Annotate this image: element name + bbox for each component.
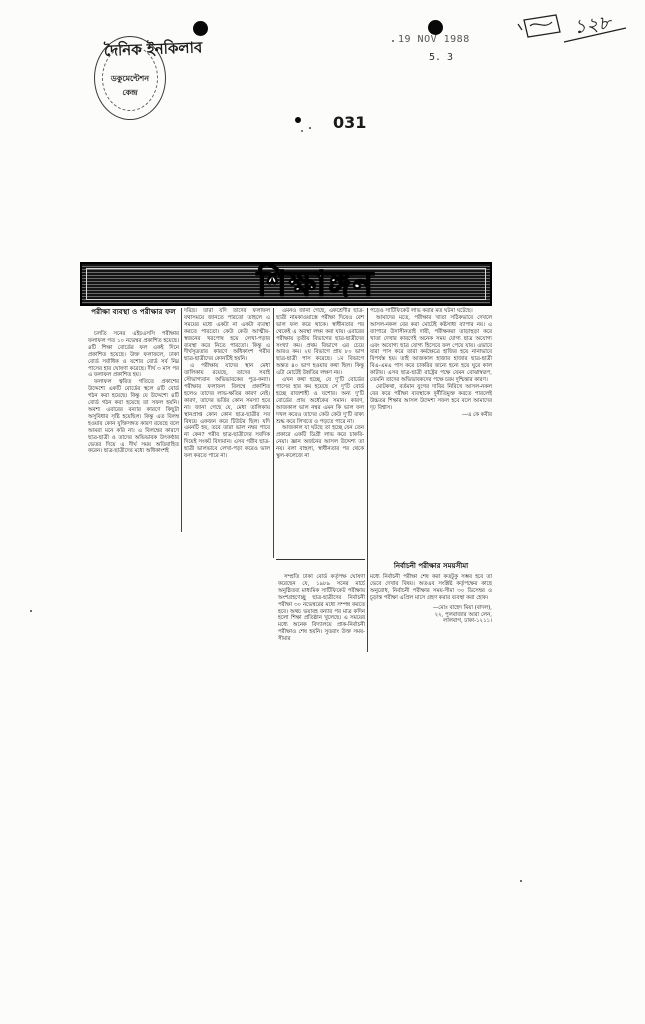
punch-hole-left <box>193 21 208 36</box>
article2-column-1 <box>278 574 365 643</box>
article1-signature: —এ কে কবীর <box>461 411 492 418</box>
letter-writer-address-line1: ২২, পুলবাজার আরা লেন, <box>434 611 492 618</box>
paragraph: আমাদের মতে, পরীক্ষার খাতা সঠিকভাবে দেখলে আসল-নকল বের করা মোটেই কষ্টসাধ্য ব্যাপার নয়। এ ব্যাপারে উদাসীনতাই দায়ী, পরীক্ষকরা তাড়াহুড়া করে খাতা দেখার কারণেই অনেক সময় যোগ্য ছাত্র অযোগ্য এবং অযোগ্য ছাত্র যোগ্য হিসেবে ফল পেয়ে যায়। এভাবে যারা পাস করে তারা কর্মক্ষেত্রে হাজির হয়ে নানাভাবে বিপর্যস্ত হয়। তাই আজকাল হাজার হাজার ছাত্র-ছাত্রী বিএ-এমএ পাস করে চাকরির জন্যে হন্যে হয়ে ঘুরে কাল কাটায়। এসব ছাত্র-ছাত্রী রাষ্ট্রের পক্ষে যেমন বোঝাস্বরূপ, তেমনি তাদের অভিভাবকদের পক্ষে চরম দুশ্চিন্তার কারণ। <box>370 314 492 384</box>
article-separator-rule <box>276 559 365 560</box>
paragraph: আজকাল যা ঘটছে তা হচ্ছে যেন তেন প্রকারে একটি ডিগ্রী লাভ করে চাকরি-নেয়া। জ্ঞান অর্জনের আসল উদ্দেশ্য তা নয়। বলা বাহুল্য, স্বাধীনতার পর থেকে স্কুল-কলেজে না <box>276 425 364 460</box>
stamp-text-line2: কেন্দ্র <box>122 88 138 97</box>
paragraph: এ পরীক্ষায় যাদের স্থান মেধা তালিকায় রয়েছে, তাদের সবাই সৌভাগ্যবান অভিভাবকের পুত্র-কন্যা। পরীক্ষার ফলাফল বিলম্বে প্রকাশিত হলেও তাদের লাভ-ক্ষতির কারণ নেই। কারণ, তাদের ভর্তির কোন সমস্যা হবে না। জানা গেছে যে, মেধা তালিকায় স্থানপ্রাপ্ত কোন কোন ছাত্র-ছাত্রীর সব বিষয়ে একজন করে টিউটর ছিল। যদি এমনটি হয়, তবে তারা ভাল নম্বর পাবে না কেন? গরীব ছাত্র-ছাত্রীদের সবদিক দিয়েই সংকট বিদ্যমান। এসব গরীব ছাত্র-ছাত্রী ভালভাবে লেখা-পড়া করেও ভাল ফল করতে পারে না। <box>184 363 270 460</box>
paragraph: পড়েও সার্টিফিকেট লাভ করার মত ঘটনা ঘটেছে। <box>370 308 473 314</box>
letter-writer-address-line2: লালবাগ, ঢাকা-১২১১। <box>443 618 492 625</box>
paragraph: এমনও জানা গেছে, একশ্রেণীর ছাত্র-ছাত্রী নামকাওয়াস্তে পরীক্ষা দিয়েও বেশ ভাল ফল করে থাকে। স্বাধীনতার পর থেকেই এ অবস্থা লক্ষ্য করা যায়। এবারের পরীক্ষায় তৃতীয় বিভাগের ছাত্র-ছাত্রীদের সংখ্যা কম। প্রথম বিভাগে এর চেয়ে আরও কম। ২য় বিভাগে প্রায় ৮০ ভাগ ছাত্র-ছাত্রী পাস করেছে। ১ম বিভাগে অন্তত ৪০ ভাগ হওয়ার কথা ছিল। কিন্তু এটা মোটেই উন্নতির লক্ষণ নয়। <box>276 308 364 377</box>
stamp-text-line1: ডকুমেন্টেশন <box>110 74 150 83</box>
column-rule <box>273 308 274 558</box>
article2-heading: নির্বাচনী পরীক্ষার সময়সীমা <box>393 562 469 570</box>
article1-column-3 <box>276 308 364 460</box>
letter-writer-name: —মোঃ বাহেদ মিয়া (বাদল), <box>432 604 492 611</box>
column-rule <box>367 308 368 652</box>
ink-blot <box>295 117 301 123</box>
paragraph: সম্প্রতি ঢাকা বোর্ড কর্তৃপক্ষ ঘোষণা করেছেন যে, ১৯৮৯ সনের মার্চে অনুষ্ঠিতব্য মাধ্যমিক সার্টিফিকেট পরীক্ষায় অংশগ্রহণেচ্ছু ছাত্র-ছাত্রীদের নির্বাচনী পরীক্ষা ৩০ নভেম্বরের মধ্যে সম্পন্ন করতে হবে। অথচ ভয়াবহ বন্যার পর মাত্র কদিন হলো শিক্ষা প্রতিষ্ঠান খুলেছে। এ সময়ের মধ্যে অনেক বিদ্যালয়ে প্রাক-নির্বাচনী পরীক্ষাও শেষ হয়নি। সুতরাং উক্ত সময়-সীমার <box>278 574 365 643</box>
article1-column-4 <box>370 308 492 419</box>
paragraph: দরিদ্র। তারা যদি তাদের ফলাফল যথাসময়ে জানতে পারতো তাহলে এ সময়ের মধ্যে একটা না একটা ব্যবস্থা করতে পারতো। কেউ কেউ আত্মীয়-স্বজনের খরপোষ হয়ে লেখা-পড়ার ব্যবস্থা করে নিতে পারতো। কিন্তু এ দীর্ঘসূত্রতার কারণে অধিকাংশ গরীব ছাত্র-ছাত্রীদের কোনটিই হয়নি। <box>184 308 270 363</box>
paragraph: চলতি সনের এইচএসসি পরীক্ষার ফলাফল গত ১০ নভেম্বর প্রকাশিত হয়েছে। ৪টি শিক্ষা বোর্ডের ফল একই দিনে প্রকাশিত হয়েছে। উক্ত ফলাফলে, ঢাকা বোর্ড সর্বাধিক ও যশোর বোর্ড সর্ব নিম্ন পাসের হার ঘোষণা করেছে। দীর্ঘ ৩ মাস পর এ ফলাফল প্রকাশিত হয়। <box>88 331 179 379</box>
handwritten-number: ১২৮ <box>572 11 613 39</box>
paragraph: মধ্যে নির্বাচনী পরীক্ষা শেষ করা কতটুকু সম্ভব হবে তা ভেবে দেখার বিষয়। অতএব সংশ্লিষ্ট কর্তৃপক্ষের কাছে অনুরোধ, নির্বাচনী পরীক্ষার সময়-সীমা ৩০ ডিসেম্বর ও চূড়ান্ত পরীক্ষা এপ্রিল মাসে গ্রহণ করার ব্যবস্থা করা হোক। <box>370 574 492 601</box>
section-banner <box>80 262 492 306</box>
article1-column-2 <box>184 308 270 460</box>
date-stamp: 19 NOV 1988 <box>398 34 470 45</box>
scan-speck <box>520 880 522 882</box>
banner-title: শিক্ষাঙ্গন <box>256 264 376 304</box>
scan-speck <box>30 610 32 612</box>
scan-speck <box>301 130 303 132</box>
scan-speck <box>309 127 311 129</box>
paragraph: মোটকথা, বর্তমান যুগের দাবির নিরিখে আসল-নকল বের করে পরীক্ষা ব্যবস্থাকে দুর্নীতিমুক্ত করতে পারলেই উচ্চতর শিক্ষার আসল উদ্দেশ্য সফল হবে বলে আমাদের দৃঢ় বিশ্বাস। <box>370 383 492 411</box>
article2-column-2 <box>370 574 492 625</box>
file-number: 031 <box>333 113 367 132</box>
paragraph: ফলাফল ত্বরিত গতিতে প্রকাশের উদ্দেশ্যে একটি বোর্ডের স্থলে ৪টি বোর্ড গঠন করা হয়েছে। কিন্তু যে উদ্দেশ্যে ৪টি বোর্ড গঠন করা হয়েছে তা সফল হয়নি। অবশ্য এবারের বন্যার কারণে কিছুটা অসুবিধার সৃষ্টি হয়েছিল। কিন্তু এত বিলম্ব হওয়ার কোন যুক্তিসঙ্গত কারণ রয়েছে বলে আমরা মনে করি না। এ বিলম্বের কারণে ছাত্র-ছাত্রী ও তাদের অভিভাবক উৎকণ্ঠার ভেতর দিয়ে এ দীর্ঘ সময় অতিবাহিত করেন। ছাত্র-ছাত্রীদের মধ্যে অধিকাংশই <box>88 379 179 455</box>
article1-column-1 <box>88 331 179 455</box>
column-rule <box>181 308 182 532</box>
paragraph: এখন কথা হচ্ছে, যে দু'টি বোর্ডের পাসের হার কম হয়েছে সে দু'টি বোর্ড হচ্ছে রাজশাহী ও যশোর। অন্য দু'টি বোর্ডের প্রায় অর্ধেকের সমান। কারণ, আজকাল ভাল নম্বর এমন কি ভাল ফল দখল করেও তাদের কেউ কেউ দু'টি বাক্য শুদ্ধ করে লিখতে ও পড়তে পারে না। <box>276 377 364 425</box>
article1-heading: পরীক্ষা ব্যবস্থা ও পরীক্ষার ফল <box>91 307 176 316</box>
scan-speck <box>392 40 394 42</box>
punch-hole-right <box>428 20 443 35</box>
newspaper-name: দৈনিক ইনকিলাব <box>103 38 203 60</box>
page-reference: 5. 3 <box>429 52 454 63</box>
